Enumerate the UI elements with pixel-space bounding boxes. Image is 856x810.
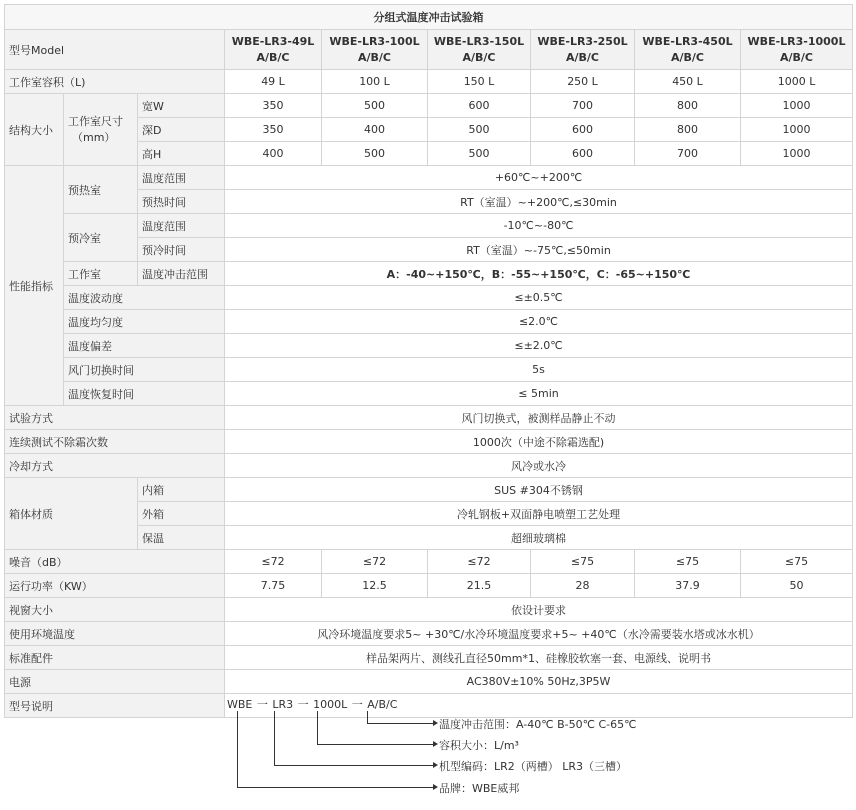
power-value: 7.75 xyxy=(225,574,322,598)
noise-value: ≤75 xyxy=(741,550,853,574)
perf-row xyxy=(5,334,853,358)
power-value: 37.9 xyxy=(635,574,741,598)
defrost-row xyxy=(5,430,853,454)
arrow-icon xyxy=(433,741,438,747)
shock-range-label: 温度冲击范围 xyxy=(138,262,225,286)
size-value: 600 xyxy=(531,142,635,166)
size-width-label: 宽W xyxy=(138,94,225,118)
arrow-icon xyxy=(433,784,438,790)
size-value: 1000 xyxy=(741,94,853,118)
connector-line xyxy=(367,711,368,723)
preheat-label: 预热室 xyxy=(64,166,138,214)
work-label: 工作室 xyxy=(64,262,138,286)
size-value: 800 xyxy=(635,94,741,118)
model-col-3: WBE-LR3-150L A/B/C xyxy=(428,30,531,70)
volume-value: 49 L xyxy=(225,70,322,94)
preheat-range-row xyxy=(5,166,853,190)
noise-row xyxy=(5,550,853,574)
fluctuation-label: 温度波动度 xyxy=(64,286,225,310)
fluctuation-value: ≤±0.5℃ xyxy=(225,286,853,310)
model-col-6: WBE-LR3-1000L A/B/C xyxy=(741,30,853,70)
connector-line xyxy=(367,723,433,724)
size-value: 400 xyxy=(225,142,322,166)
cooling-label: 冷却方式 xyxy=(5,454,225,478)
recovery-label: 温度恢复时间 xyxy=(64,382,225,406)
env-row xyxy=(5,622,853,646)
noise-label: 噪音（dB） xyxy=(5,550,225,574)
size-value: 700 xyxy=(531,94,635,118)
outer-box-label: 外箱 xyxy=(138,502,225,526)
volume-value: 150 L xyxy=(428,70,531,94)
model-desc-diagram xyxy=(225,694,853,795)
perf-row xyxy=(5,286,853,310)
defrost-label: 连续测试不除霜次数 xyxy=(5,430,225,454)
model-col-1: WBE-LR3-49L A/B/C xyxy=(225,30,322,70)
supply-value: AC380V±10% 50Hz,3P5W xyxy=(225,670,853,694)
precool-time-value: RT（室温）~-75℃,≤50min xyxy=(225,238,853,262)
power-value: 12.5 xyxy=(322,574,428,598)
supply-label: 电源 xyxy=(5,670,225,694)
volume-value: 1000 L xyxy=(741,70,853,94)
model-header: 型号Model xyxy=(5,30,225,70)
work-shock-row xyxy=(5,262,853,286)
size-value: 700 xyxy=(635,142,741,166)
damper-switch-value: 5s xyxy=(225,358,853,382)
defrost-value: 1000次（中途不除霜选配) xyxy=(225,430,853,454)
insulation-label: 保温 xyxy=(138,526,225,550)
precool-range-value: -10℃~-80℃ xyxy=(225,214,853,238)
precool-range-label: 温度范围 xyxy=(138,214,225,238)
desc-brand: 品牌：WBE威邦 xyxy=(439,782,520,795)
size-sub-label: 工作室尺寸 （mm） xyxy=(64,94,138,166)
volume-row xyxy=(5,70,853,94)
model-row xyxy=(5,30,853,70)
size-value: 350 xyxy=(225,94,322,118)
inner-box-label: 内箱 xyxy=(138,478,225,502)
preheat-time-label: 预热时间 xyxy=(138,190,225,214)
model-desc-row xyxy=(5,694,853,718)
size-value: 350 xyxy=(225,118,322,142)
noise-value: ≤72 xyxy=(322,550,428,574)
arrow-icon xyxy=(433,762,438,768)
deviation-value: ≤±2.0℃ xyxy=(225,334,853,358)
accessories-value: 样品架两片、测线孔直径50mm*1、硅橡胶软塞一套、电源线、说明书 xyxy=(225,646,853,670)
test-method-value: 风门切换式，被测样品静止不动 xyxy=(225,406,853,430)
connector-line xyxy=(274,711,275,765)
table-title: 分组式温度冲击试验箱 xyxy=(5,5,853,30)
size-group-label: 结构大小 xyxy=(5,94,64,166)
model-col-2: WBE-LR3-100L A/B/C xyxy=(322,30,428,70)
recovery-value: ≤ 5min xyxy=(225,382,853,406)
perf-group-label: 性能指标 xyxy=(5,166,64,406)
size-depth-label: 深D xyxy=(138,118,225,142)
test-method-label: 试验方式 xyxy=(5,406,225,430)
size-value: 400 xyxy=(322,118,428,142)
cooling-row xyxy=(5,454,853,478)
window-value: 依设计要求 xyxy=(225,598,853,622)
connector-line xyxy=(237,711,238,787)
spec-table xyxy=(4,4,853,795)
damper-switch-label: 风门切换时间 xyxy=(64,358,225,382)
perf-row xyxy=(5,358,853,382)
arrow-icon xyxy=(433,720,438,726)
noise-value: ≤72 xyxy=(428,550,531,574)
power-value: 28 xyxy=(531,574,635,598)
material-row xyxy=(5,478,853,502)
size-value: 600 xyxy=(428,94,531,118)
preheat-time-value: RT（室温）~+200℃,≤30min xyxy=(225,190,853,214)
model-col-5: WBE-LR3-450L A/B/C xyxy=(635,30,741,70)
test-method-row xyxy=(5,406,853,430)
size-value: 500 xyxy=(322,94,428,118)
noise-value: ≤75 xyxy=(635,550,741,574)
connector-line xyxy=(237,787,433,788)
cooling-value: 风冷或水冷 xyxy=(225,454,853,478)
model-code: WBE 一 LR3 一 1000L 一 A/B/C xyxy=(227,698,398,711)
volume-value: 250 L xyxy=(531,70,635,94)
desc-volume: 容积大小：L/m³ xyxy=(439,739,519,752)
power-label: 运行功率（KW） xyxy=(5,574,225,598)
noise-value: ≤72 xyxy=(225,550,322,574)
volume-label: 工作室容积（L) xyxy=(5,70,225,94)
uniformity-value: ≤2.0℃ xyxy=(225,310,853,334)
deviation-label: 温度偏差 xyxy=(64,334,225,358)
size-row xyxy=(5,94,853,118)
noise-value: ≤75 xyxy=(531,550,635,574)
outer-box-value: 冷轧钢板+双面静电喷塑工艺处理 xyxy=(225,502,853,526)
window-label: 视窗大小 xyxy=(5,598,225,622)
accessories-label: 标准配件 xyxy=(5,646,225,670)
power-value: 50 xyxy=(741,574,853,598)
connector-line xyxy=(274,765,433,766)
env-value: 风冷环境温度要求5~ +30℃/水冷环境温度要求+5~ +40℃（水冷需要装水塔或冰水机） xyxy=(225,622,853,646)
accessories-row xyxy=(5,646,853,670)
insulation-value: 超细玻璃棉 xyxy=(225,526,853,550)
uniformity-label: 温度均匀度 xyxy=(64,310,225,334)
precool-label: 预冷室 xyxy=(64,214,138,262)
preheat-range-value: +60℃~+200℃ xyxy=(225,166,853,190)
shock-range-value: A：-40~+150℃，B：-55~+150℃，C：-65~+150℃ xyxy=(225,262,853,286)
size-value: 600 xyxy=(531,118,635,142)
material-group-label: 箱体材质 xyxy=(5,478,138,550)
size-height-label: 高H xyxy=(138,142,225,166)
preheat-range-label: 温度范围 xyxy=(138,166,225,190)
size-value: 500 xyxy=(322,142,428,166)
desc-model-code: 机型编码：LR2（两槽） LR3（三槽） xyxy=(439,760,628,773)
precool-range-row xyxy=(5,214,853,238)
size-value: 800 xyxy=(635,118,741,142)
env-label: 使用环境温度 xyxy=(5,622,225,646)
volume-value: 100 L xyxy=(322,70,428,94)
perf-row xyxy=(5,310,853,334)
inner-box-value: SUS #304不锈钢 xyxy=(225,478,853,502)
power-row xyxy=(5,574,853,598)
model-col-4: WBE-LR3-250L A/B/C xyxy=(531,30,635,70)
size-value: 1000 xyxy=(741,118,853,142)
volume-value: 450 L xyxy=(635,70,741,94)
desc-temp-range: 温度冲击范围：A-40℃ B-50℃ C-65℃ xyxy=(439,718,637,731)
size-value: 500 xyxy=(428,142,531,166)
connector-line xyxy=(317,711,318,744)
power-value: 21.5 xyxy=(428,574,531,598)
precool-time-label: 预冷时间 xyxy=(138,238,225,262)
connector-line xyxy=(317,744,433,745)
model-desc-label: 型号说明 xyxy=(5,694,225,718)
window-row xyxy=(5,598,853,622)
perf-row xyxy=(5,382,853,406)
supply-row xyxy=(5,670,853,694)
size-value: 1000 xyxy=(741,142,853,166)
size-value: 500 xyxy=(428,118,531,142)
